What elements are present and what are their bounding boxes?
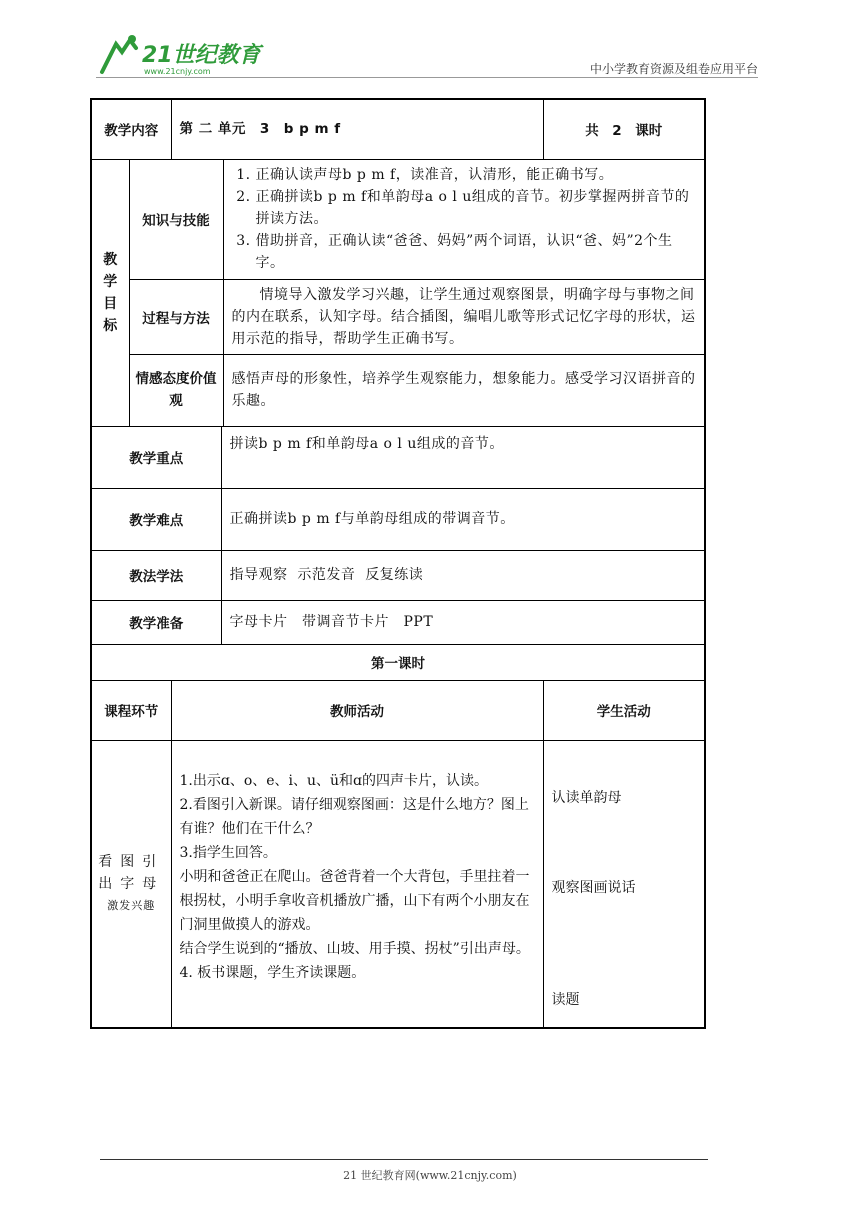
page-header [96, 30, 758, 78]
difficulty-label: 教学难点 [91, 488, 221, 550]
teacher-line: 1.出示ɑ、o、e、i、u、ü和ɑ的四声卡片，认读。 [179, 772, 489, 789]
prep-label: 教学准备 [91, 600, 221, 644]
svg-text:21世纪教育: 21世纪教育 [142, 43, 261, 68]
student-act: 观察图画说话 [551, 879, 636, 896]
process-label: 过程与方法 [129, 279, 223, 354]
goals-label: 教 学 目 标 [91, 159, 129, 426]
knowledge-item: 1. 正确认读声母b p m f，读准音，认清形，能正确书写。 [256, 164, 697, 186]
col-student-header: 学生活动 [543, 680, 705, 740]
teacher-activity [171, 740, 543, 1028]
emotion-label: 情感态度价值观 [129, 354, 223, 426]
site-logo [96, 34, 266, 76]
col-teacher-header: 教师活动 [171, 680, 543, 740]
knowledge-item: 3. 借助拼音，正确认读“爸爸、妈妈”两个词语，认识“爸、妈”2个生字。 [256, 230, 697, 274]
svg-text:www.21cnjy.com: www.21cnjy.com [144, 67, 211, 76]
prep-text: 字母卡片 带调音节卡片 PPT [221, 600, 705, 644]
key-label: 教学重点 [91, 426, 221, 488]
teacher-line: 结合学生说到的“播放、山坡、用手摸、拐杖”引出声母。 [179, 940, 530, 957]
lesson-title: 第一课时 [91, 644, 705, 680]
col-stage-header: 课程环节 [91, 680, 171, 740]
content-value: 第 二 单元 3 b p m f [171, 99, 543, 159]
content-label: 教学内容 [91, 99, 171, 159]
teacher-line: 4. 板书课题，学生齐读课题。 [179, 964, 366, 981]
key-text: 拼读b p m f和单韵母a o l u组成的音节。 [221, 426, 705, 488]
footer-divider [100, 1159, 708, 1160]
difficulty-text: 正确拼读b p m f与单韵母组成的带调音节。 [221, 488, 705, 550]
process-text: 情境导入激发学习兴趣，让学生通过观察图景，明确字母与事物之间的内在联系，认知字母。结合插图，编唱儿歌等形式记忆字母的形状，运用示范的指导，帮助学生正确书写。 [223, 279, 705, 354]
knowledge-item: 2. 正确拼读b p m f和单韵母a o l u组成的音节。初步掌握两拼音节的拼读方法。 [256, 186, 697, 230]
teacher-line: 3.指学生回答。 [179, 844, 277, 861]
knowledge-content [223, 159, 705, 279]
student-activity [543, 740, 705, 1028]
teacher-line: 2.看图引入新课。请仔细观察图画：这是什么地方？图上有谁？他们在干什么？ [179, 796, 529, 837]
knowledge-label: 知识与技能 [129, 159, 223, 279]
header-divider [96, 77, 758, 78]
stage-cell: 看图引 出字母 激发兴趣 [91, 740, 171, 1028]
footer-text: 21 世纪教育网(www.21cnjy.com) [343, 1169, 517, 1182]
student-act: 读题 [551, 991, 580, 1008]
platform-name: 中小学教育资源及组卷应用平台 [589, 62, 758, 76]
student-act: 认读单韵母 [551, 789, 622, 806]
lesson-plan-table [90, 98, 706, 1029]
method-label: 教法学法 [91, 550, 221, 600]
teacher-line: 小明和爸爸正在爬山。爸爸背着一个大背包，手里拄着一根拐杖，小明手拿收音机播放广播，山下有两个小朋友在门洞里做摸人的游戏。 [179, 868, 530, 933]
method-text: 指导观察 示范发音 反复练读 [221, 550, 705, 600]
emotion-text: 感悟声母的形象性，培养学生观察能力，想象能力。感受学习汉语拼音的乐趣。 [223, 354, 705, 426]
hours-value: 共 2 课时 [543, 99, 705, 159]
